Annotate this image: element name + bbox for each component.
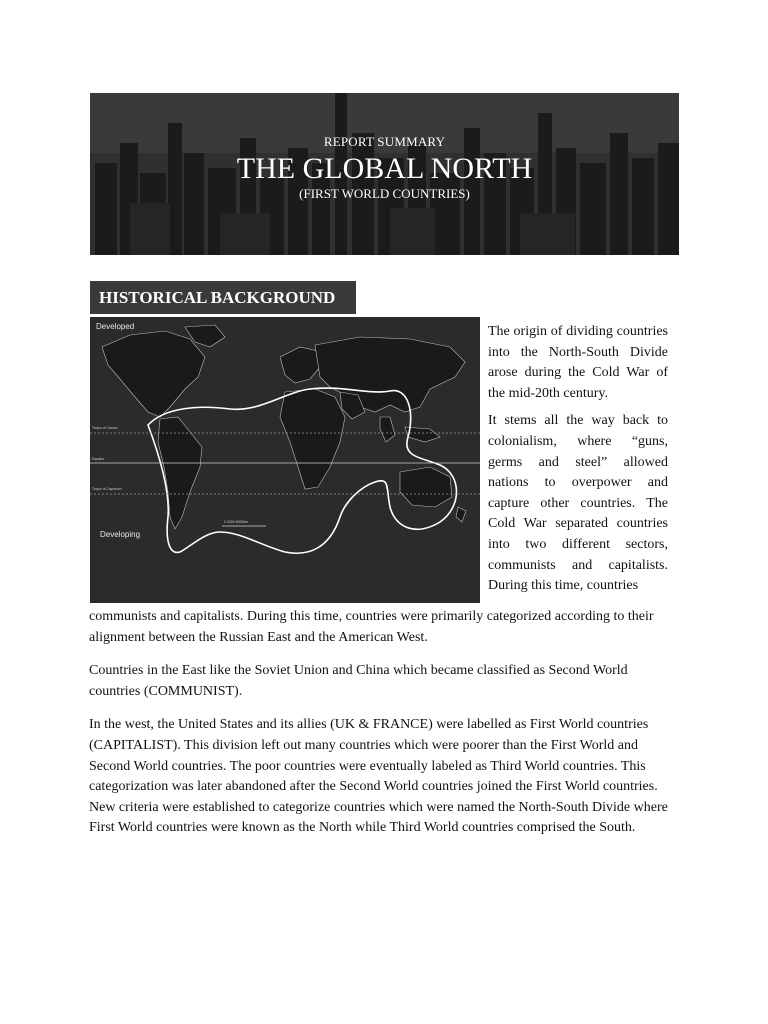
world-map-image [90, 317, 480, 603]
side-column-text [488, 322, 668, 614]
header-eyebrow: REPORT SUMMARY [323, 134, 446, 149]
page-title: THE GLOBAL NORTH [236, 152, 533, 185]
body-paragraph-3: In the west, the United States and its allies (UK & FRANCE) were labelled as First World countries (CAPITALIST). This division left out many countries which were poorer than the First World and Second World countries. The poor countries were eventually labeled as Third World countries. This categorization was later abandoned after the Second World countries joined the First World countries. New criteria were established to categorize countries which were named the North-South Divide where First World countries were known as the North while Third World countries comprised the South. [89, 717, 668, 836]
map-label-tropic-capricorn: Tropic of Capricorn [92, 487, 122, 491]
body-paragraph-1: communists and capitalists. During this time, countries were primarily categorized according to their alignment between the Russian East and the American West. [89, 609, 654, 645]
map-scale-label: 0 3000 6000km [224, 520, 249, 524]
side-paragraph-1: The origin of dividing countries into the North-South Divide arose during the Cold War of the mid-20th century. [488, 324, 668, 401]
side-paragraph-2: It stems all the way back to colonialism, where “guns, germs and steel” allowed nations to overpower and capture other countries. The Cold War separated countries into two different sectors, communists and capitalists. During this time, countries [488, 413, 668, 594]
map-label-tropic-cancer: Tropic of Cancer [92, 426, 118, 430]
header-banner [90, 93, 679, 255]
header-text [90, 93, 679, 255]
body-paragraph-2: Countries in the East like the Soviet Union and China which became classified as Second World countries (COMMUNIST). [89, 663, 628, 699]
map-label-developed: Developed [96, 322, 135, 331]
section-heading: HISTORICAL BACKGROUND [90, 281, 356, 314]
map-label-equator: Equator [92, 457, 105, 461]
map-label-developing: Developing [100, 530, 141, 539]
body-text [89, 607, 669, 852]
page-subtitle: (FIRST WORLD COUNTRIES) [299, 186, 470, 201]
